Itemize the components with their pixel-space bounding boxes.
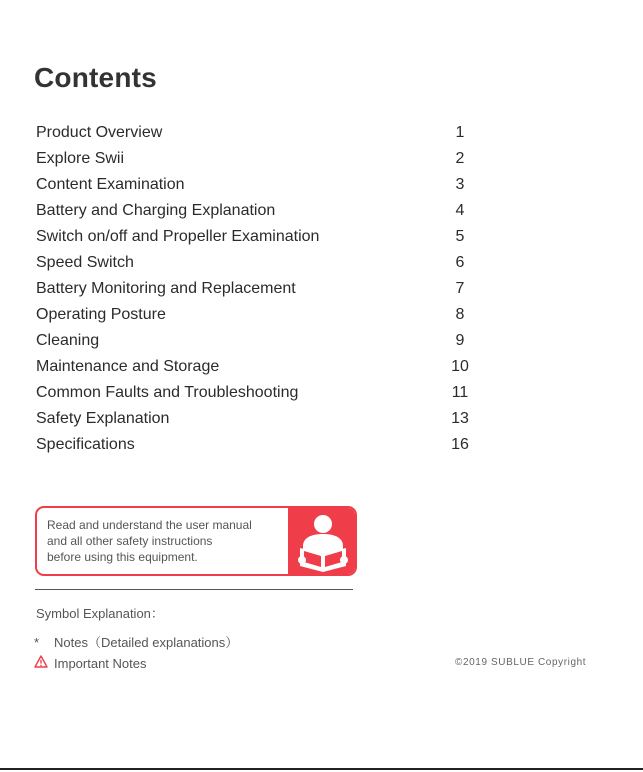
warning-line: Read and understand the user manual — [47, 518, 252, 532]
toc-item-page: 13 — [451, 410, 469, 427]
toc-item-page: 7 — [455, 280, 465, 297]
person-reading-manual-icon — [294, 510, 350, 574]
toc-item[interactable] — [36, 198, 476, 224]
toc-item-page: 4 — [455, 202, 465, 219]
toc-item[interactable] — [36, 172, 476, 198]
toc-item-page: 2 — [455, 150, 465, 167]
warning-line: and all other safety instructions — [47, 534, 213, 548]
toc-item[interactable] — [36, 328, 476, 354]
toc-item-label: Cleaning — [36, 332, 100, 349]
toc-item[interactable] — [36, 224, 476, 250]
toc-item[interactable] — [36, 354, 476, 380]
toc-item-label: Content Examination — [36, 176, 185, 193]
toc-item-label: Switch on/off and Propeller Examination — [36, 228, 320, 245]
page-bottom-rule — [0, 768, 643, 770]
toc-item[interactable] — [36, 276, 476, 302]
toc-item[interactable] — [36, 120, 476, 146]
page-title: Contents — [34, 62, 157, 93]
read-manual-warning-box — [35, 506, 357, 576]
toc-item-label: Explore Swii — [36, 150, 125, 167]
toc-item[interactable] — [36, 250, 476, 276]
asterisk-icon: * — [34, 635, 40, 650]
warning-icon-panel — [288, 508, 355, 574]
toc-item-page: 5 — [455, 228, 465, 245]
toc-item-page: 10 — [451, 358, 469, 375]
warning-triangle-icon — [34, 655, 54, 671]
toc-item-label: Safety Explanation — [36, 410, 170, 427]
toc-item-label: Common Faults and Troubleshooting — [36, 384, 299, 401]
toc-item-page: 16 — [451, 436, 469, 453]
toc-item-page: 8 — [455, 306, 465, 323]
toc-item-label: Operating Posture — [36, 306, 166, 323]
notes-legend-row — [34, 632, 238, 651]
toc-item-page: 1 — [455, 124, 465, 141]
notes-legend-label: Notes（Detailed explanations） — [54, 635, 239, 650]
toc-item-label: Product Overview — [36, 124, 163, 141]
table-of-contents — [36, 120, 476, 458]
toc-item-label: Specifications — [36, 436, 135, 453]
copyright-notice: ©2019 SUBLUE Copyright — [455, 657, 587, 668]
toc-item[interactable] — [36, 380, 476, 406]
toc-item-label: Battery and Charging Explanation — [36, 202, 276, 219]
toc-item[interactable] — [36, 146, 476, 172]
toc-item[interactable] — [36, 302, 476, 328]
toc-item-page: 6 — [455, 254, 465, 271]
toc-item-page: 9 — [455, 332, 465, 349]
symbol-explanation-heading: Symbol Explanation： — [36, 606, 164, 621]
section-divider — [35, 589, 353, 590]
toc-item-page: 3 — [455, 176, 465, 193]
important-notes-legend-label: Important Notes — [54, 656, 147, 671]
toc-item[interactable] — [36, 406, 476, 432]
toc-item-label: Maintenance and Storage — [36, 358, 220, 375]
toc-item[interactable] — [36, 432, 476, 458]
toc-item-label: Battery Monitoring and Replacement — [36, 280, 296, 297]
warning-text — [47, 517, 297, 565]
important-notes-legend-row — [34, 655, 147, 671]
toc-item-label: Speed Switch — [36, 254, 134, 271]
warning-line: before using this equipment. — [47, 550, 198, 564]
toc-item-page: 11 — [451, 384, 469, 401]
